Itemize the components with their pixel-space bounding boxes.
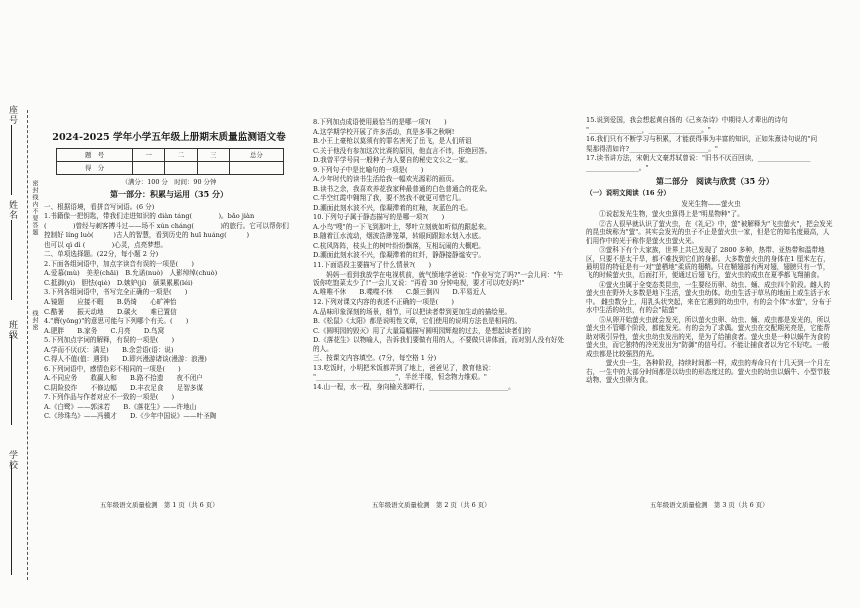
score-cell[interactable] — [133, 162, 165, 175]
text-line: 三、按课文内容填空。(7分，每空格 1 分) — [313, 354, 437, 363]
text-line: 4."膺(yōng)"的意思可能与下列哪个有关。( ) — [44, 317, 189, 326]
seal-line — [27, 110, 28, 580]
text-line: A.品味印象深刻的场景，细节，可以把读者带到更加生动的描绘里。 — [313, 307, 512, 316]
text-line: ③萤科下有个大家族，世界上共已发现了 2800 多种，热带、亚热带和温带地区，只要不是太干旱，都不难找到它们的身影。大多数萤火虫的身体在1 厘米左右，最明显的特征是有一对"萤栖地"柔质的翅鞘。只在鞘翅部有两对翅，翅膀只有一节，飞的时候萤火虫，后面打开，便通过后翅飞行，萤火虫的成虫在夏季都飞翔捕食。 — [586, 246, 830, 280]
text-line: 2.下面各组词语中，加点字读音有误的一项是( ) — [44, 259, 194, 268]
text-line: A.镜题 应接不暇 B.奶绮 心旷神怡 — [44, 298, 177, 306]
text-line: ________________。" — [586, 163, 649, 172]
cut-notice-2: 线封密 — [31, 310, 38, 331]
text-line: 一、根据语境，看拼音写词语。(6 分) — [44, 202, 155, 211]
score-cell: 三 — [197, 149, 229, 162]
text-line: 17.读书讲方法，宋朝大文豪苏轼曾说："旧书不厌百回读，________________ — [586, 154, 811, 163]
text-line: C.半空红霞中翱翔了我，要不然我不就更可惜它几。 — [313, 194, 465, 203]
section-title-1: 第一部分：积累与运用（35 分） — [110, 189, 228, 200]
text-line: C.《珍珠鸟》——冯骥才 D.《少年中国说》——叶圣陶 — [44, 412, 217, 421]
section-title-2: 第二部分 阅读与欣赏（35 分） — [656, 176, 774, 187]
text-line: A.唯唯不休 B.喋喋不休 C.颠三倒四 D.平易近人 — [313, 288, 486, 297]
name-label: 姓名 — [7, 200, 17, 220]
text-line: 13.吃饭时，小明把米饭都弄到了地上，爸爸见了，教育他说： — [313, 363, 495, 372]
text-line: D.我曾平学号同一般种子为人要自的秘史文公之一家。 — [313, 156, 472, 165]
text-line: C.《圆明园的毁灭》用了大量篇幅描写圆明园辉煌的过去，是想起读者们的 — [313, 326, 531, 335]
text-line: B.读书之余，我喜欢养花我家种最普通的白色普通合的花朵。 — [313, 184, 492, 193]
text-line: ①说起发光生物，萤火虫算得上是"明星物种"了。 — [586, 210, 744, 219]
page-footer-3: 五年级语文质量检测 第 3 页（共 6 页） — [650, 501, 769, 509]
page-footer-1: 五年级语文质量检测 第 1 页（共 6 页） — [100, 501, 219, 509]
text-line: D.《落花生》以物喻人，告诉我们要做有用的人，不要做只讲体面，而对别人没有好处的人。 — [313, 336, 565, 353]
text-line: 二、单项选择题。(22分，每小题 2 分) — [44, 250, 159, 259]
school-label: 学校 — [7, 450, 17, 470]
text-line: ( )曾经与刺客搏斗过——场不 xún cháng( )的旅行。它可以帮你们 — [44, 221, 289, 230]
text-line: C.杭风阵阵，枝头上的树叶纷纷飘落，互相玩闹的大概吧。 — [313, 241, 485, 250]
text-line: 9.下列句子中是比喻句的一项是( ) — [313, 165, 424, 174]
article-body — [586, 210, 836, 384]
text-line: A.这学期学校开展了许多活动，真是多事之秋啊! — [313, 127, 455, 136]
text-line: D.潮面此刻水波不兴，像凝滞着的红釉，灰蓝色的毛。 — [313, 203, 472, 212]
question-list-3 — [586, 116, 836, 172]
score-cell: 得 分 — [57, 162, 133, 175]
text-line: A.肥胖 B.家务 C.月亮 D.鸟窝 — [44, 326, 165, 335]
text-line: B.随着江水流动，烟波浩渺笼罩，转眼间跟踪水划入水底。 — [313, 232, 485, 241]
text-line: 14.山一程，水一程，身向榆关那畔行，________________________。 — [313, 382, 515, 391]
text-line: "________________________"，半丝半缕，恒念物力维艰。" — [313, 373, 487, 382]
text-line: A.少年时代的读书生活给我一幅欢光源彩的画页。 — [313, 175, 459, 184]
text-line: 15.说到爱国，我会想起黄自扬的《己亥杂诗》中期待人才辈出的诗句 — [586, 116, 788, 124]
subsection-title: （一）说明文阅读（16 分） — [586, 189, 671, 198]
page-1 — [44, 95, 294, 422]
text-line: 萤火虫一生，各种阶段，持续时间都一样，成虫的寿命只有十几天到一个月左右，一生中的大部分时间都是以幼虫的形态度过的。萤火虫的幼虫以蜗牛、小型节肢动物、萤火虫卵为食。 — [586, 359, 830, 384]
text-line: C.得人不值(值：遇到) D.即兴漫游诸谈(漫游：浪漫) — [44, 355, 207, 364]
text-line: C.阴险狡诈 不修边幅 D.丰衣足食 足智多谋 — [44, 383, 204, 392]
binding-margin — [2, 105, 40, 580]
exam-info: （满分：100 分 时间：90 分钟 — [121, 178, 217, 187]
name-line — [11, 220, 12, 300]
text-line: A.《白鹭》——郭沫若 B.《落花生》——许地山 — [44, 402, 197, 411]
text-line: 1.书籍像一把钥匙，带我们走进知识的 diàn táng( )。bǎo jiàn — [44, 212, 255, 221]
text-line: ④萤火虫属于全变态类昆虫，一生要经历卵、幼虫、蛹、成虫四个阶段。雌人的萤火虫在野外大多数是地下生活，萤火虫幼体。幼虫生活于草丛的地面上或生活于水中。 雌虫数分上，用乳头状突起，来在它遇到的幼虫中，有的会个体"水萤"，分布于水中生活的幼虫，有的会"陆萤" — [586, 280, 832, 315]
text-line: 12.下列对课文内容的表述不正确的一项是( ) — [313, 298, 454, 306]
text-line: C.抵御(yì) 胆怯(qiè) D.嫉妒(jí) 硕果累累(léi) — [44, 278, 193, 287]
article-title: 发光生物——萤火虫 — [681, 199, 741, 208]
id-label: 座号 — [7, 105, 17, 125]
school-line — [11, 465, 12, 575]
text-line: A.爱慕(mù) 美差(chāi) B.允诺(nuò) 人影绰绰(chuò) — [44, 269, 218, 278]
text-line: "________________，________________。" — [586, 125, 711, 134]
text-line: B.小王上豪枪以莫须有的罪名害死了岳飞，是人们所诅 — [313, 137, 472, 146]
score-cell[interactable] — [229, 162, 283, 175]
text-line: C.酷暑 振天动地 D.碳火 难已置信 — [44, 307, 177, 316]
cut-notice: 密封线内不要答题 — [31, 180, 38, 236]
question-list-1 — [44, 203, 294, 421]
text-line: 3.下列各组词语中，书写完全正确的一项是( ) — [44, 288, 188, 297]
text-line: A.小鸟"嗖"的一下飞到那叶上，琴叶立刻就如听似的跟起来。 — [313, 222, 491, 231]
score-cell[interactable] — [165, 162, 197, 175]
score-table — [56, 148, 284, 175]
text-line: B.《松鼠》《太阳》都是说明性文章，它们使用的说明方法也是相同的。 — [313, 317, 522, 326]
text-line: 也可以 qì dì ( )心灵，点亮梦想。 — [44, 240, 167, 249]
score-cell: 总分 — [229, 149, 283, 162]
question-list-2 — [313, 118, 566, 391]
text-line: 8.下列加点成语使用最恰当的是哪一项?( ) — [313, 118, 447, 126]
score-cell: 题 号 — [57, 149, 133, 162]
text-line: D.潮面此刻水波不兴，像凝滞着的红纤，静静接静谧安宁。 — [313, 251, 485, 260]
score-cell[interactable] — [197, 162, 229, 175]
text-line: A.不同应务 救赢人和 B.路不拾遗 夜不闭户 — [44, 374, 203, 383]
page-2 — [313, 118, 566, 392]
id-line — [11, 125, 12, 195]
text-line: 渠那得清如许?________________________。" — [586, 144, 718, 153]
text-line: 控制好 líng luò( )古人的智慧，看到历史的 huī huáng( ) — [44, 231, 250, 240]
text-line: 10.下列句子属于静态描写的是哪一项?( ) — [313, 213, 445, 222]
exam-title: 2024-2025 学年小学五年级上册期末质量监测语文卷 — [52, 132, 286, 143]
text-line: 6.下列词语中，感情色彩不相同的一项是( ) — [44, 364, 181, 373]
text-line: C.关于他没有参加这次比赛的原因，他直言不讳，拒绝回答。 — [313, 146, 492, 155]
text-line: ⑤从卵开始萤火虫就会发光，所以萤火虫卵、幼虫、蛹、成虫都是发光的，所以萤火虫不管哪个阶段，都能发光。有的会为了求偶。萤火虫在交配期光亮是，它能帮助对吸引异性，萤火虫幼虫发出的光，是为了给捕食者。萤火虫是一种以蜗牛为食的萤火虫，而它独特的冷光发出为"防御"的信号灯。不能让捕食者以为它不好吃。一般成虫都是比较强烈的光。 — [586, 315, 830, 358]
page-footer-2: 五年级语文质量检测 第 2 页（共 6 页） — [372, 501, 491, 509]
score-cell: 二 — [165, 149, 197, 162]
class-line — [11, 335, 12, 425]
class-label: 班级 — [7, 320, 17, 340]
page-3 — [586, 116, 836, 386]
text-line: 妈妈一看到我放学在电视机前，就气愤地学爸说："作业写完了吗?"一会儿问："午饭你吃饱菜太少了!"一会儿又说："再看 30 分钟电视，要才可以吃好吗!" — [313, 270, 564, 287]
text-line: 7.下列作品与作者对应不一致的一项是( ) — [44, 393, 175, 402]
text-line: 5.下列加点字词的解释，有误的一项是( ) — [44, 336, 175, 345]
text-line: 16.我们只有不断学习与积累，才能获得事为丰富的知识，正如朱熹诗句说的"问 — [586, 135, 818, 144]
text-line: A.学而不厌(厌：满足) B.余尝语(语：说) — [44, 345, 174, 354]
score-cell: 一 — [133, 149, 165, 162]
text-line: ②古人很早就认识了萤火虫，在《礼记》中，萤"被解释为"飞虫萤火"，把会发光的昆虫统称为"萤"。其实会发光的虫子不止是萤火虫一家，但是它的知名度最高，人们用作中的光于称作是萤火虫萤火光。 — [586, 219, 833, 245]
text-line: 11.下面语段主要描写了什么情景?( ) — [313, 260, 432, 269]
